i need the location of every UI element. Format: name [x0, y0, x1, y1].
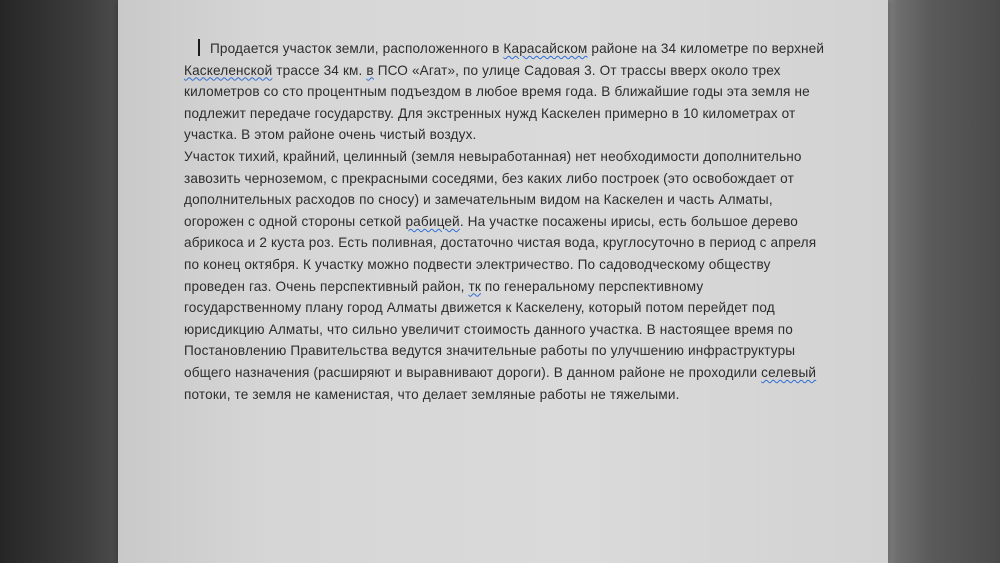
paragraph-2-line-3: дополнительных расходов по сносу) и замечательным видом на Каскелен и часть Алматы, [184, 192, 773, 208]
paragraph-2-line-5: абрикоса и 2 куста роз. Есть поливная, достаточно чистая вода, круглосуточно в период с апреля [184, 235, 817, 251]
paragraph-2-line-4: огорожен с одной стороны сеткой рабицей. На участке посажены ирисы, есть большое дерево [184, 213, 799, 229]
monitor-right-background [885, 0, 1000, 563]
paragraph-2-line-12: потоки, те земля не каменистая, что делает земляные работы не тяжелыми. [184, 386, 680, 402]
paragraph-1-line-4: подлежит передаче государству. Для экстренных нужд Каскелен примерно в 10 километрах от [184, 105, 796, 121]
paragraph-1-line-5: участка. В этом районе очень чистый воздух. [184, 127, 477, 143]
spellcheck-word[interactable]: Каскеленской [184, 62, 273, 78]
spellcheck-word[interactable]: рабицей [405, 213, 460, 229]
paragraph-2-line-6: по конец октября. К участку можно подвести электричество. По садоводческому обществу [184, 256, 771, 272]
paragraph-1-line-1: Продается участок земли, расположенного в Карасайском районе на 34 километре по верхней [184, 38, 859, 60]
document-page[interactable] [118, 0, 888, 563]
paragraph-2-line-1: Участок тихий, крайний, целинный (земля невыработанная) нет необходимости дополнительно [184, 148, 802, 164]
spellcheck-word[interactable]: селевый [761, 364, 817, 380]
paragraph-2-line-9: юрисдикцию Алматы, что сильно увеличит стоимость данного участка. В настоящее время по [184, 321, 794, 337]
document-body[interactable] [184, 38, 859, 405]
paragraph-2-line-7: проведен газ. Очень перспективный район, тк по генеральному перспективному [184, 278, 704, 294]
paragraph-1-line-2: Каскеленской трассе 34 км. в ПСО «Агат», по улице Садовая 3. От трассы вверх около трех [184, 62, 781, 78]
spellcheck-word[interactable]: тк [468, 278, 481, 294]
text-cursor [198, 39, 200, 56]
paragraph-1-line-3: километров со сто процентным подъездом в любое время года. В ближайшие годы эта земля не [184, 84, 810, 100]
grammar-flag[interactable]: в [366, 62, 374, 78]
spellcheck-word[interactable]: Карасайском [503, 41, 588, 56]
paragraph-2-line-2: завозить черноземом, с прекрасными соседями, без каких либо построек (это освобождает от [184, 170, 794, 186]
paragraph-2-line-11: общего назначения (расширяют и выравнивают дороги). В данном районе не проходили селевый [184, 364, 817, 380]
paragraph-2-line-10: Постановлению Правительства ведутся значительные работы по улучшению инфраструктуры [184, 343, 796, 359]
paragraph-2-line-8: государственному плану город Алматы движется к Каскелену, который потом перейдет под [184, 300, 775, 316]
monitor-left-background [0, 0, 120, 563]
